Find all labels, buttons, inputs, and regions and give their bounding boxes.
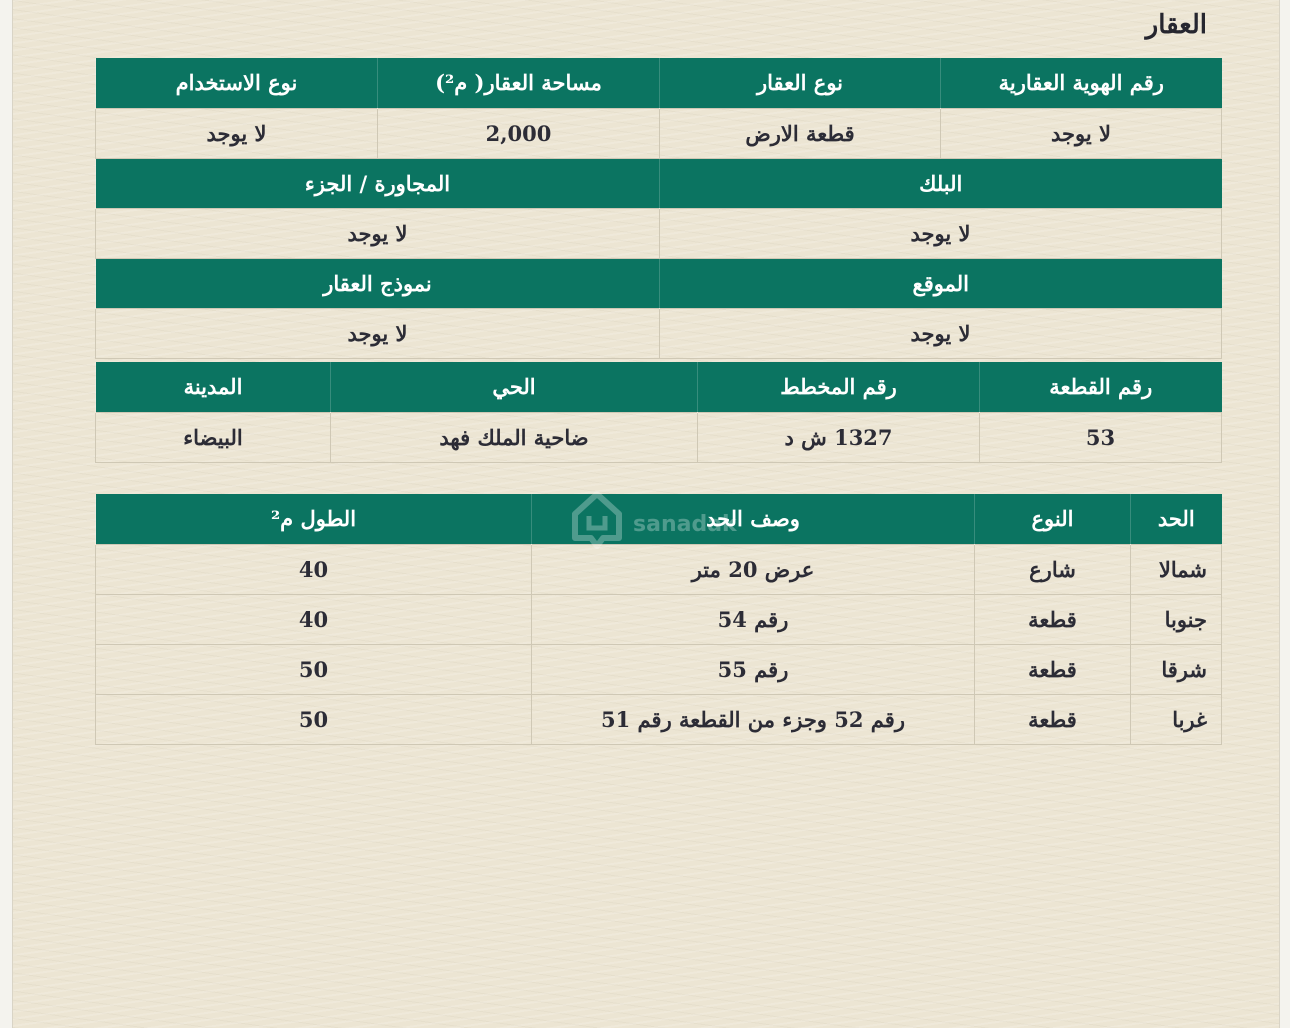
table-row xyxy=(96,308,1222,358)
header-property-id: رقم الهوية العقارية xyxy=(941,58,1222,108)
table-header-row xyxy=(96,362,1222,412)
boundary-length: 40 xyxy=(96,544,532,594)
table-row xyxy=(96,208,1222,258)
table-row xyxy=(96,594,1222,644)
value-usage-type: لا يوجد xyxy=(96,108,378,158)
header-neighborhood-part: المجاورة / الجزء xyxy=(96,158,660,208)
header-boundary-type: النوع xyxy=(975,494,1131,544)
plot-info-table xyxy=(95,362,1222,463)
table-header-row xyxy=(96,494,1222,544)
header-district: الحي xyxy=(331,362,698,412)
value-plot-number: 53 xyxy=(980,412,1222,462)
document-page xyxy=(12,0,1280,1028)
property-info-table xyxy=(95,58,1222,359)
header-property-area: مساحة العقار( م²) xyxy=(378,58,660,108)
value-block: لا يوجد xyxy=(660,208,1222,258)
boundary-description: عرض 20 متر xyxy=(532,544,975,594)
watermark-text: sanadak xyxy=(633,512,737,537)
table-header-row xyxy=(96,58,1222,108)
boundary-direction: شرقا xyxy=(1131,644,1222,694)
boundary-type: شارع xyxy=(975,544,1131,594)
table-row xyxy=(96,412,1222,462)
header-city: المدينة xyxy=(96,362,331,412)
boundary-description: رقم 54 xyxy=(532,594,975,644)
value-district: ضاحية الملك فهد xyxy=(331,412,698,462)
header-boundary-description: وصف الحد xyxy=(532,494,975,544)
boundary-type: قطعة xyxy=(975,644,1131,694)
header-usage-type: نوع الاستخدام xyxy=(96,58,378,108)
header-property-type: نوع العقار xyxy=(660,58,941,108)
boundary-direction: غربا xyxy=(1131,694,1222,744)
header-plan-number: رقم المخطط xyxy=(698,362,980,412)
bounds-table xyxy=(95,494,1222,745)
value-city: البيضاء xyxy=(96,412,331,462)
boundary-type: قطعة xyxy=(975,694,1131,744)
table-header-row xyxy=(96,258,1222,308)
header-length: الطول م² xyxy=(96,494,532,544)
boundary-type: قطعة xyxy=(975,594,1131,644)
section-title: العقار xyxy=(1145,10,1207,40)
table-header-row xyxy=(96,158,1222,208)
boundary-description: رقم 52 وجزء من القطعة رقم 51 xyxy=(532,694,975,744)
boundary-direction: شمالا xyxy=(1131,544,1222,594)
boundary-description: رقم 55 xyxy=(532,644,975,694)
table-row xyxy=(96,544,1222,594)
value-property-id: لا يوجد xyxy=(941,108,1222,158)
boundary-direction: جنوبا xyxy=(1131,594,1222,644)
value-property-type: قطعة الارض xyxy=(660,108,941,158)
value-property-model: لا يوجد xyxy=(96,308,660,358)
boundary-length: 50 xyxy=(96,694,532,744)
boundary-length: 40 xyxy=(96,594,532,644)
value-location: لا يوجد xyxy=(660,308,1222,358)
table-row xyxy=(96,108,1222,158)
header-location: الموقع xyxy=(660,258,1222,308)
value-neighborhood-part: لا يوجد xyxy=(96,208,660,258)
boundary-length: 50 xyxy=(96,644,532,694)
header-block: البلك xyxy=(660,158,1222,208)
table-row xyxy=(96,694,1222,744)
value-property-area: 2,000 xyxy=(378,108,660,158)
header-boundary: الحد xyxy=(1131,494,1222,544)
table-row xyxy=(96,644,1222,694)
header-property-model: نموذج العقار xyxy=(96,258,660,308)
value-plan-number: 1327 ش د xyxy=(698,412,980,462)
header-plot-number: رقم القطعة xyxy=(980,362,1222,412)
